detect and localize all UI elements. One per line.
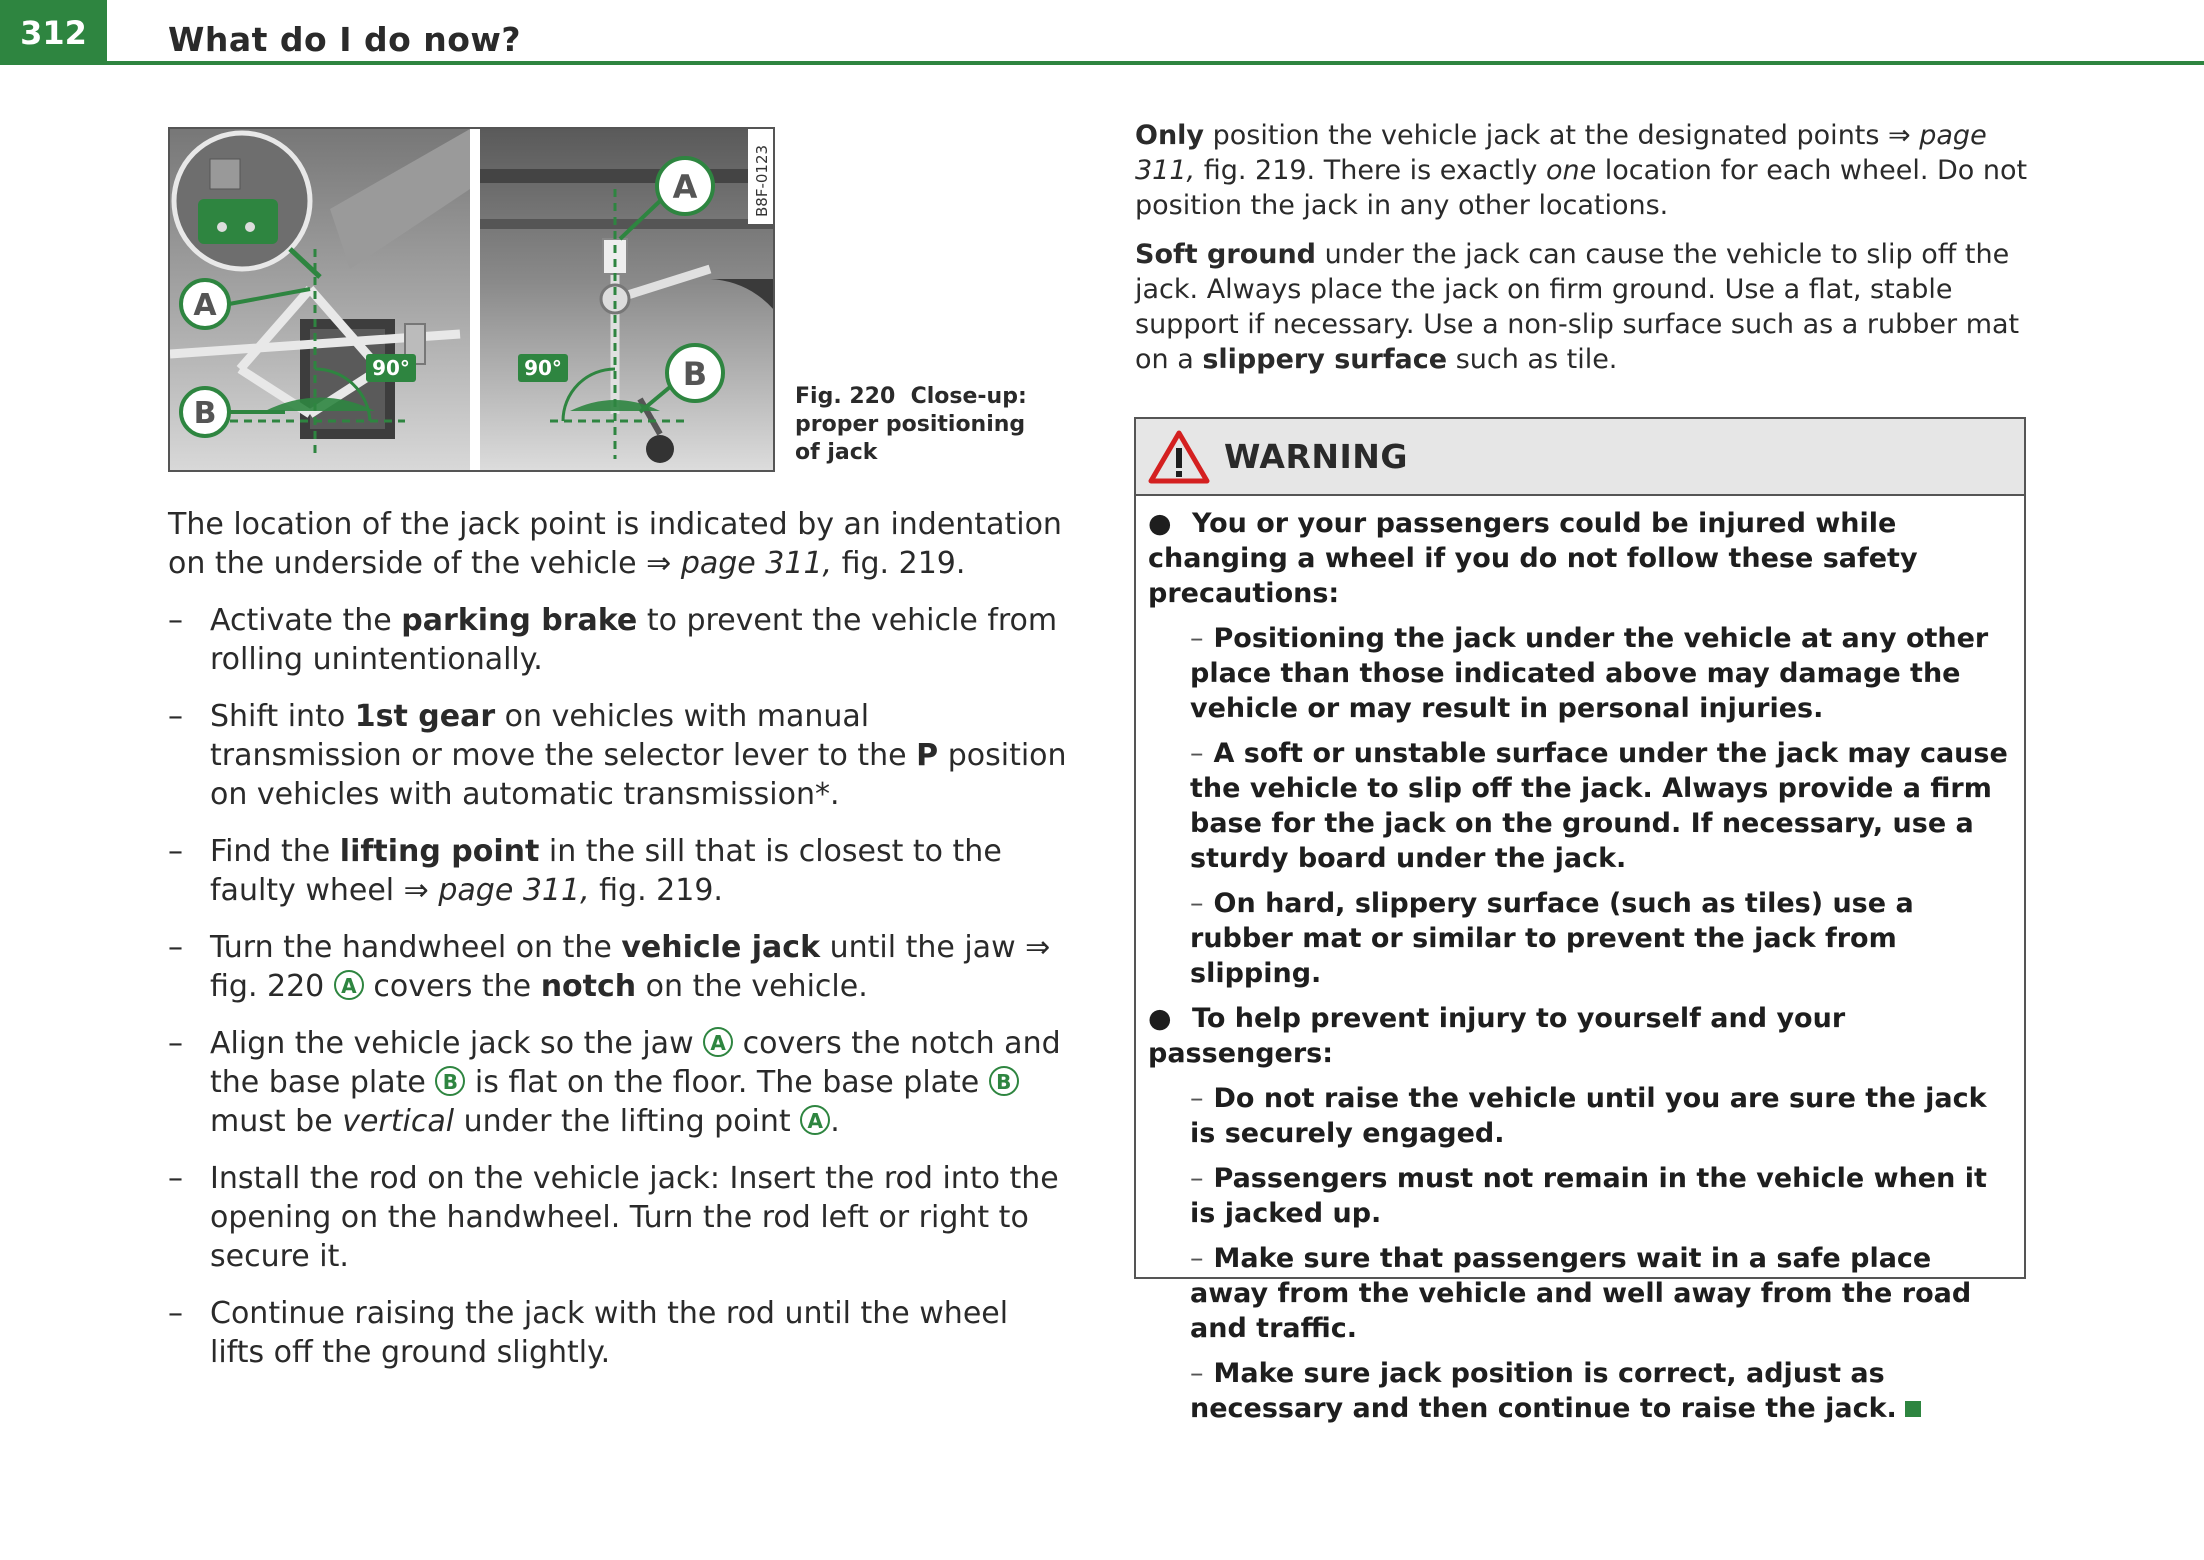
figure-caption-text: Close-up: proper positioning of jack (795, 384, 1027, 465)
angle-label-left: 90° (372, 356, 410, 380)
warning-title: WARNING (1224, 437, 1408, 476)
marker-a-inline: A (800, 1105, 830, 1135)
marker-b-inline: B (435, 1066, 465, 1096)
warning-subitem: – Positioning the jack under the vehicle at any other place than those indicated above may damage the vehicle or may result in personal injuries. (1190, 623, 1989, 724)
page-ref: page 311, (680, 546, 833, 581)
panel-divider (470, 129, 480, 470)
right-column (1135, 118, 2035, 391)
marker-b-inline: B (989, 1066, 1019, 1096)
warning-subitem: – A soft or unstable surface under the jack may cause the vehicle to slip off the jack. Always provide a firm base for the jack on the ground. If necessary, use a sturdy board under the jack. (1190, 738, 2008, 874)
angle-label-right: 90° (524, 356, 562, 380)
left-column (168, 505, 1068, 1390)
warning-body (1136, 496, 2024, 1426)
warning-subitem: – Do not raise the vehicle until you are sure the jack is securely engaged. (1190, 1083, 1987, 1149)
step-raise-jack: – Continue raising the jack with the rod until the wheel lifts off the ground slightly. (168, 1296, 1009, 1370)
rod-knob (646, 435, 674, 463)
warning-subitem: – Make sure jack position is correct, adjust as necessary and then continue to raise the jack. (1190, 1356, 2012, 1426)
step-lifting-point: – Find the lifting point in the sill that is closest to the faulty wheel ⇒ page 311, fig. 219. (168, 834, 1002, 908)
jack-figure (168, 127, 775, 472)
svg-text:A: A (672, 168, 698, 206)
step-first-gear: – Shift into 1st gear on vehicles with manual transmission or move the selector lever to the P position on vehicles with automatic transmission*. (168, 699, 1067, 812)
header-rule (0, 61, 2204, 65)
soft-ground-paragraph: Soft ground under the jack can cause the vehicle to slip off the jack. Always place the jack on firm ground. Use a flat, stable support if necessary. Use a non-slip surface such as a rubber mat on a slippery surface such as tile. (1135, 239, 2020, 375)
only-paragraph: Only position the vehicle jack at the designated points ⇒ page 311, fig. 219. There is exactly one location for each wheel. Do not position the jack in any other locations. (1135, 120, 2028, 221)
page-title: What do I do now? (168, 20, 522, 59)
warning-subitem: – Make sure that passengers wait in a safe place away from the vehicle and well away from the road and traffic. (1190, 1243, 1972, 1344)
svg-text:B: B (682, 355, 708, 393)
warning-subitem: – On hard, slippery surface (such as tiles) use a rubber mat or similar to prevent the jack from slipping. (1190, 888, 1914, 989)
figure-code: B8F-0123 (753, 144, 771, 217)
step-align-jack: – Align the vehicle jack so the jaw A covers the notch and the base plate B is flat on the floor. The base plate B must be vertical under the lifting point A . (168, 1026, 1061, 1139)
warning-box (1134, 417, 2026, 1424)
marker-a-inline: A (334, 970, 364, 1000)
warning-subitem: – Passengers must not remain in the vehicle when it is jacked up. (1190, 1163, 1987, 1229)
svg-text:A: A (193, 288, 217, 323)
intro-paragraph: The location of the jack point is indicated by an indentation on the underside of the vehicle ⇒ page 311, fig. 219. (168, 507, 1062, 581)
jack-illustration (170, 129, 773, 470)
warning-bullet: ● You or your passengers could be injured while changing a wheel if you do not follow these safety precautions: (1148, 508, 1918, 609)
marker-a-inline: A (703, 1027, 733, 1057)
step-handwheel: – Turn the handwheel on the vehicle jack until the jaw ⇒ fig. 220 A covers the notch on the vehicle. (168, 930, 1051, 1004)
step-install-rod: – Install the rod on the vehicle jack: Insert the rod into the opening on the handwheel. Turn the rod left or right to secure it. (168, 1161, 1059, 1274)
page-number: 312 (0, 0, 107, 65)
svg-text:B: B (193, 396, 217, 431)
step-parking-brake: – Activate the parking brake to prevent the vehicle from rolling unintentionally. (168, 603, 1058, 677)
warning-header (1136, 419, 2024, 496)
figure-caption (795, 383, 1055, 467)
warning-triangle-icon (1148, 429, 1210, 485)
warning-bullet: ● To help prevent injury to yourself and your passengers: (1148, 1003, 1846, 1069)
end-of-section-mark (1905, 1401, 1921, 1417)
figure-number: Fig. 220 (795, 384, 896, 409)
